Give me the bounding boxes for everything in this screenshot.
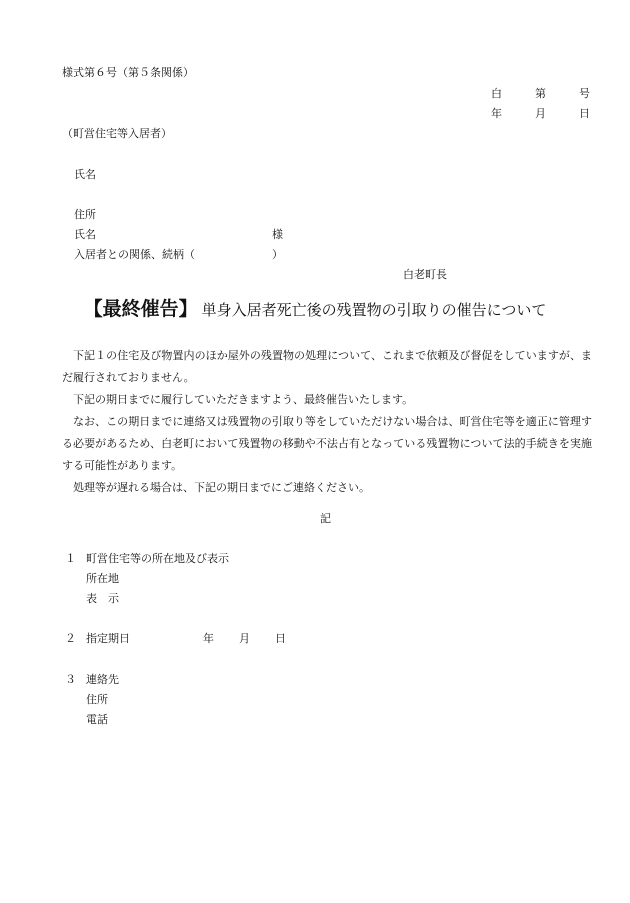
- honorific-sama: 様: [272, 228, 283, 241]
- ki-heading: 記: [320, 512, 331, 525]
- name-label-2: 氏名: [74, 228, 96, 241]
- item-2-number: ２: [65, 632, 76, 645]
- title-subject: 単身入居者死亡後の残置物の引取りの催告について: [201, 301, 547, 319]
- recipient-label: （町営住宅等入居者）: [62, 127, 172, 140]
- body-text: [62, 345, 592, 499]
- document-title: [0, 294, 630, 321]
- item-1-location: 所在地: [86, 572, 119, 585]
- relation-close: ）: [272, 248, 283, 261]
- issuer: 白老町長: [403, 268, 447, 281]
- date-month: 月: [535, 107, 546, 120]
- date-day: 日: [579, 107, 590, 120]
- item-2-month: 月: [239, 632, 250, 645]
- item-2-label: 指定期日: [86, 632, 130, 645]
- address-label: 住所: [74, 208, 96, 221]
- body-paragraph: 下記の期日までに履行していただきますよう、最終催告いたします。: [73, 393, 414, 406]
- body-paragraph: 処理等が遅れる場合は、下記の期日までにご連絡ください。: [73, 481, 370, 494]
- ref-dai: 第: [535, 87, 546, 100]
- item-1-label: 町営住宅等の所在地及び表示: [86, 552, 229, 565]
- name-label-1: 氏名: [74, 168, 96, 181]
- ref-go: 号: [579, 87, 590, 100]
- item-2-year: 年: [203, 632, 214, 645]
- item-1-display: 表 示: [86, 592, 119, 605]
- ref-shira: 白: [491, 87, 502, 100]
- title-final-notice: 【最終催告】: [83, 298, 198, 320]
- body-paragraph: なお、この期日までに連絡又は残置物の引取り等をしていただけない場合は、町営住宅等を適正に管理する必要があるため、白老町において残置物の移動や不法占有となっている残置物について法的手続きを実施する可能性があります。: [62, 415, 592, 472]
- item-1-number: １: [65, 552, 76, 565]
- date-year: 年: [491, 107, 502, 120]
- item-2-day: 日: [275, 632, 286, 645]
- form-number: 様式第６号（第５条関係）: [62, 66, 194, 79]
- relation-label: 入居者との関係、続柄（: [74, 248, 195, 261]
- item-3-address: 住所: [86, 693, 108, 706]
- body-paragraph: 下記１の住宅及び物置内のほか屋外の残置物の処理について、これまで依頼及び督促をしていますが、まだ履行されておりません。: [62, 349, 592, 384]
- item-3-label: 連絡先: [86, 673, 119, 686]
- item-3-phone: 電話: [86, 713, 108, 726]
- item-3-number: ３: [65, 673, 76, 686]
